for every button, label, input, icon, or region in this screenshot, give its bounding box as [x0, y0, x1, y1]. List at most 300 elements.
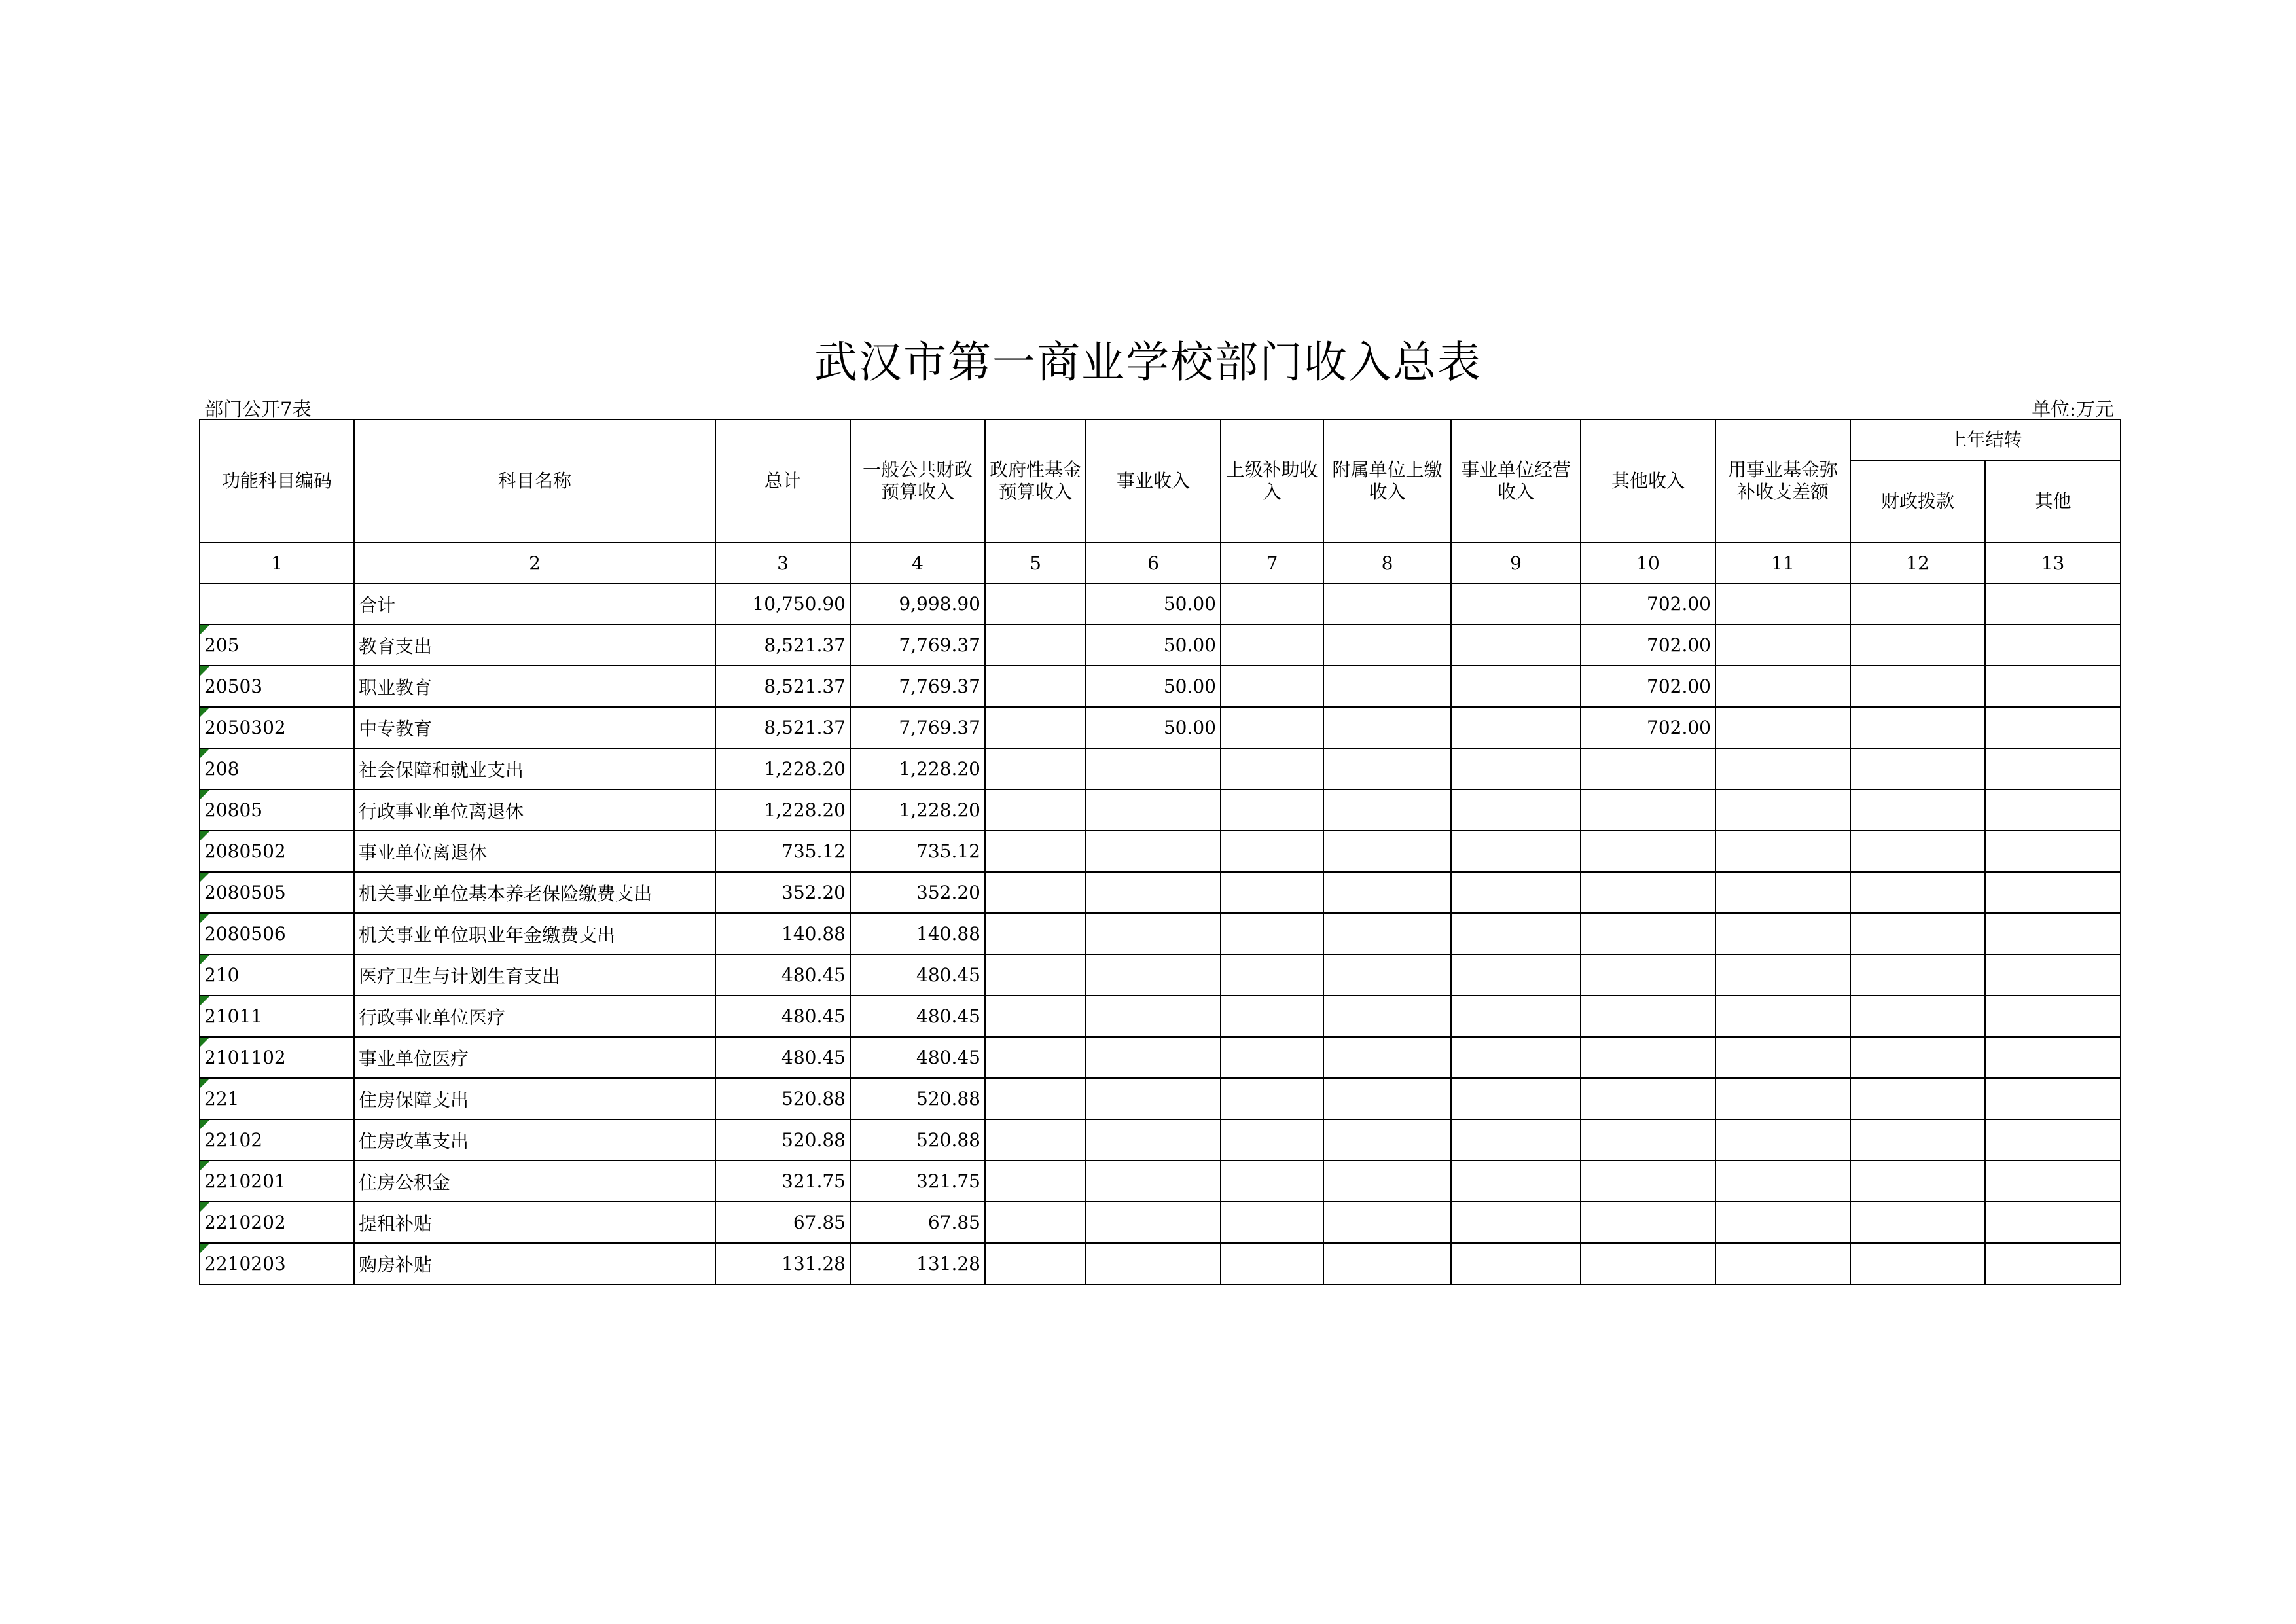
amount-fund: [985, 954, 1086, 996]
subject-name: 中专教育: [354, 707, 715, 748]
amount-operating: [1451, 624, 1581, 666]
table-row: [200, 666, 2121, 707]
table-row: [200, 624, 2121, 666]
amount-superior: [1221, 1243, 1323, 1284]
amount-superior: [1221, 1119, 1323, 1161]
amount-other: [1581, 1243, 1715, 1284]
amount-other: [1581, 872, 1715, 913]
amount-c_other: [1985, 624, 2121, 666]
amount-other: [1581, 1119, 1715, 1161]
cell-marker-icon: [200, 1038, 209, 1047]
amount-c_fiscal: [1850, 583, 1985, 624]
amount-total: 140.88: [715, 913, 850, 954]
amount-total: 520.88: [715, 1078, 850, 1119]
amount-superior: [1221, 789, 1323, 831]
cell-marker-icon: [200, 914, 209, 923]
amount-c_fiscal: [1850, 1202, 1985, 1243]
amount-other: [1581, 748, 1715, 789]
amount-c_other: [1985, 1202, 2121, 1243]
amount-operating: [1451, 872, 1581, 913]
subject-name: 提租补贴: [354, 1202, 715, 1243]
table-row: [200, 748, 2121, 789]
column-number: 2: [354, 543, 715, 583]
subject-code: [200, 1078, 354, 1119]
amount-superior: [1221, 913, 1323, 954]
amount-total: 8,521.37: [715, 624, 850, 666]
amount-operating: [1451, 789, 1581, 831]
amount-general: 735.12: [850, 831, 985, 872]
amount-operating: [1451, 1161, 1581, 1202]
amount-superior: [1221, 583, 1323, 624]
amount-balance: [1715, 1119, 1850, 1161]
amount-c_other: [1985, 1119, 2121, 1161]
amount-other: [1581, 1161, 1715, 1202]
subject-code-text: 2050302: [204, 717, 286, 738]
amount-c_fiscal: [1850, 1078, 1985, 1119]
amount-fund: [985, 831, 1086, 872]
amount-business: [1086, 996, 1221, 1037]
amount-fund: [985, 872, 1086, 913]
amount-balance: [1715, 913, 1850, 954]
amount-c_other: [1985, 583, 2121, 624]
subject-name: 职业教育: [354, 666, 715, 707]
table-row: [200, 1161, 2121, 1202]
amount-general: 131.28: [850, 1243, 985, 1284]
column-number: 5: [985, 543, 1086, 583]
amount-business: [1086, 831, 1221, 872]
amount-business: 50.00: [1086, 624, 1221, 666]
subject-name: 事业单位医疗: [354, 1037, 715, 1078]
subject-code: [200, 583, 354, 624]
subject-code: [200, 872, 354, 913]
subject-code: [200, 624, 354, 666]
amount-c_other: [1985, 789, 2121, 831]
amount-general: 1,228.20: [850, 789, 985, 831]
amount-superior: [1221, 624, 1323, 666]
amount-c_fiscal: [1850, 748, 1985, 789]
amount-affiliated: [1323, 872, 1451, 913]
amount-operating: [1451, 913, 1581, 954]
table-row: [200, 1078, 2121, 1119]
amount-c_fiscal: [1850, 666, 1985, 707]
amount-balance: [1715, 748, 1850, 789]
amount-balance: [1715, 789, 1850, 831]
amount-other: [1581, 954, 1715, 996]
amount-balance: [1715, 1078, 1850, 1119]
subject-code-text: 2210202: [204, 1212, 286, 1233]
amount-superior: [1221, 872, 1323, 913]
amount-operating: [1451, 831, 1581, 872]
amount-other: [1581, 1078, 1715, 1119]
amount-fund: [985, 996, 1086, 1037]
column-number: 13: [1985, 543, 2121, 583]
amount-superior: [1221, 954, 1323, 996]
amount-general: 520.88: [850, 1078, 985, 1119]
amount-general: 480.45: [850, 954, 985, 996]
amount-total: 8,521.37: [715, 666, 850, 707]
table-row: [200, 872, 2121, 913]
amount-business: [1086, 913, 1221, 954]
table-row: [200, 831, 2121, 872]
subject-name: 机关事业单位职业年金缴费支出: [354, 913, 715, 954]
table-row: [200, 1243, 2121, 1284]
amount-c_other: [1985, 831, 2121, 872]
column-number: 8: [1323, 543, 1451, 583]
subject-name: 购房补贴: [354, 1243, 715, 1284]
subject-name: 行政事业单位离退休: [354, 789, 715, 831]
column-number: 12: [1850, 543, 1985, 583]
subject-code-text: 20805: [204, 799, 263, 821]
column-number: 6: [1086, 543, 1221, 583]
amount-affiliated: [1323, 1243, 1451, 1284]
amount-affiliated: [1323, 1119, 1451, 1161]
amount-affiliated: [1323, 666, 1451, 707]
amount-general: 321.75: [850, 1161, 985, 1202]
amount-total: 480.45: [715, 954, 850, 996]
amount-balance: [1715, 1243, 1850, 1284]
amount-general: 140.88: [850, 913, 985, 954]
amount-business: [1086, 748, 1221, 789]
header-superior-subsidy: 上级补助收入: [1221, 420, 1323, 543]
subject-code-text: 2080505: [204, 882, 286, 903]
header-carryover-other: 其他: [1985, 460, 2121, 543]
amount-other: [1581, 1202, 1715, 1243]
amount-affiliated: [1323, 1037, 1451, 1078]
cell-marker-icon: [200, 790, 209, 799]
column-number: 7: [1221, 543, 1323, 583]
amount-affiliated: [1323, 831, 1451, 872]
cell-marker-icon: [200, 1079, 209, 1088]
subject-code: [200, 1243, 354, 1284]
amount-operating: [1451, 1037, 1581, 1078]
subject-name: 住房改革支出: [354, 1119, 715, 1161]
amount-fund: [985, 913, 1086, 954]
amount-superior: [1221, 1161, 1323, 1202]
amount-business: [1086, 1161, 1221, 1202]
amount-affiliated: [1323, 748, 1451, 789]
amount-affiliated: [1323, 913, 1451, 954]
amount-total: 480.45: [715, 996, 850, 1037]
amount-business: [1086, 872, 1221, 913]
subject-code: [200, 1161, 354, 1202]
subject-name: 行政事业单位医疗: [354, 996, 715, 1037]
subject-name: 医疗卫生与计划生育支出: [354, 954, 715, 996]
amount-general: 480.45: [850, 996, 985, 1037]
table-row: [200, 1037, 2121, 1078]
subject-name: 教育支出: [354, 624, 715, 666]
amount-c_fiscal: [1850, 707, 1985, 748]
amount-balance: [1715, 831, 1850, 872]
amount-total: 520.88: [715, 1119, 850, 1161]
header-carryover: 上年结转: [1850, 420, 2121, 460]
header-code: 功能科目编码: [200, 420, 354, 543]
header-other-income: 其他收入: [1581, 420, 1715, 543]
subject-code-text: 2080502: [204, 840, 286, 862]
amount-c_fiscal: [1850, 913, 1985, 954]
amount-total: 1,228.20: [715, 748, 850, 789]
table-row: [200, 1119, 2121, 1161]
amount-general: 1,228.20: [850, 748, 985, 789]
amount-affiliated: [1323, 996, 1451, 1037]
amount-balance: [1715, 1037, 1850, 1078]
table-row: [200, 954, 2121, 996]
amount-general: 7,769.37: [850, 624, 985, 666]
subject-code: [200, 913, 354, 954]
subject-code: [200, 748, 354, 789]
amount-superior: [1221, 666, 1323, 707]
amount-balance: [1715, 954, 1850, 996]
amount-c_other: [1985, 1078, 2121, 1119]
amount-operating: [1451, 748, 1581, 789]
amount-other: [1581, 1037, 1715, 1078]
amount-business: [1086, 954, 1221, 996]
amount-operating: [1451, 954, 1581, 996]
cell-marker-icon: [200, 1161, 209, 1170]
amount-fund: [985, 707, 1086, 748]
amount-business: [1086, 789, 1221, 831]
cell-marker-icon: [200, 1202, 209, 1212]
cell-marker-icon: [200, 1120, 209, 1129]
amount-business: [1086, 1078, 1221, 1119]
amount-affiliated: [1323, 1161, 1451, 1202]
amount-c_fiscal: [1850, 789, 1985, 831]
amount-superior: [1221, 1037, 1323, 1078]
cell-marker-icon: [200, 1244, 209, 1253]
amount-affiliated: [1323, 789, 1451, 831]
table-row: [200, 913, 2121, 954]
amount-balance: [1715, 996, 1850, 1037]
subject-code-text: 221: [204, 1088, 240, 1110]
amount-fund: [985, 666, 1086, 707]
amount-c_other: [1985, 1161, 2121, 1202]
amount-business: [1086, 1243, 1221, 1284]
amount-c_fiscal: [1850, 1161, 1985, 1202]
amount-c_other: [1985, 1243, 2121, 1284]
subject-code-text: 21011: [204, 1005, 263, 1027]
amount-c_fiscal: [1850, 872, 1985, 913]
amount-superior: [1221, 996, 1323, 1037]
amount-c_fiscal: [1850, 954, 1985, 996]
amount-fund: [985, 1119, 1086, 1161]
amount-other: [1581, 789, 1715, 831]
subject-code-text: 2101102: [204, 1047, 286, 1068]
amount-total: 67.85: [715, 1202, 850, 1243]
amount-c_other: [1985, 872, 2121, 913]
subject-code: [200, 789, 354, 831]
amount-c_fiscal: [1850, 1243, 1985, 1284]
amount-operating: [1451, 996, 1581, 1037]
form-label: 部门公开7表: [204, 398, 312, 420]
amount-superior: [1221, 1202, 1323, 1243]
amount-superior: [1221, 1078, 1323, 1119]
table-row: [200, 1202, 2121, 1243]
column-number: 10: [1581, 543, 1715, 583]
unit-label: 单位:万元: [2032, 398, 2114, 420]
amount-c_other: [1985, 666, 2121, 707]
subject-name: 住房保障支出: [354, 1078, 715, 1119]
amount-affiliated: [1323, 624, 1451, 666]
subject-code: [200, 954, 354, 996]
amount-affiliated: [1323, 583, 1451, 624]
header-fund-budget: 政府性基金预算收入: [985, 420, 1086, 543]
amount-c_fiscal: [1850, 831, 1985, 872]
cell-marker-icon: [200, 749, 209, 758]
amount-superior: [1221, 707, 1323, 748]
amount-fund: [985, 583, 1086, 624]
header-carryover-fiscal: 财政拨款: [1850, 460, 1985, 543]
amount-general: 7,769.37: [850, 666, 985, 707]
subject-name: 事业单位离退休: [354, 831, 715, 872]
subject-name: 社会保障和就业支出: [354, 748, 715, 789]
cell-marker-icon: [200, 831, 209, 840]
table-row: [200, 583, 2121, 624]
amount-operating: [1451, 1243, 1581, 1284]
amount-other: 702.00: [1581, 666, 1715, 707]
amount-business: 50.00: [1086, 666, 1221, 707]
page-title: 武汉市第一商业学校部门收入总表: [814, 337, 1482, 388]
amount-total: 10,750.90: [715, 583, 850, 624]
amount-balance: [1715, 1161, 1850, 1202]
cell-marker-icon: [200, 666, 209, 676]
amount-fund: [985, 1243, 1086, 1284]
amount-fund: [985, 748, 1086, 789]
amount-business: 50.00: [1086, 707, 1221, 748]
amount-operating: [1451, 666, 1581, 707]
amount-c_other: [1985, 996, 2121, 1037]
subject-code: [200, 707, 354, 748]
header-fund-balance: 用事业基金弥补收支差额: [1715, 420, 1850, 543]
amount-other: 702.00: [1581, 583, 1715, 624]
amount-fund: [985, 1078, 1086, 1119]
amount-other: [1581, 996, 1715, 1037]
subject-code: [200, 996, 354, 1037]
amount-general: 7,769.37: [850, 707, 985, 748]
amount-total: 8,521.37: [715, 707, 850, 748]
amount-superior: [1221, 831, 1323, 872]
amount-fund: [985, 1202, 1086, 1243]
cell-marker-icon: [200, 996, 209, 1005]
amount-business: [1086, 1119, 1221, 1161]
column-number: 9: [1451, 543, 1581, 583]
subject-code-text: 208: [204, 758, 240, 780]
cell-marker-icon: [200, 873, 209, 882]
amount-c_fiscal: [1850, 624, 1985, 666]
subject-name: 住房公积金: [354, 1161, 715, 1202]
amount-total: 735.12: [715, 831, 850, 872]
subject-code-text: 210: [204, 964, 240, 986]
amount-operating: [1451, 707, 1581, 748]
subject-code: [200, 1202, 354, 1243]
cell-marker-icon: [200, 625, 209, 634]
table-row: [200, 996, 2121, 1037]
amount-general: 352.20: [850, 872, 985, 913]
amount-balance: [1715, 666, 1850, 707]
header-operating-income: 事业单位经营收入: [1451, 420, 1581, 543]
column-number: 3: [715, 543, 850, 583]
amount-total: 480.45: [715, 1037, 850, 1078]
amount-total: 1,228.20: [715, 789, 850, 831]
amount-affiliated: [1323, 707, 1451, 748]
subject-code: [200, 666, 354, 707]
column-number: 4: [850, 543, 985, 583]
subject-code: [200, 831, 354, 872]
amount-c_other: [1985, 748, 2121, 789]
amount-balance: [1715, 583, 1850, 624]
amount-affiliated: [1323, 1078, 1451, 1119]
amount-other: [1581, 913, 1715, 954]
amount-c_fiscal: [1850, 1119, 1985, 1161]
income-summary-table: [199, 419, 2121, 1285]
cell-marker-icon: [200, 955, 209, 964]
subject-code: [200, 1037, 354, 1078]
amount-other: 702.00: [1581, 624, 1715, 666]
amount-fund: [985, 624, 1086, 666]
amount-business: [1086, 1202, 1221, 1243]
column-number: 11: [1715, 543, 1850, 583]
table-row: [200, 789, 2121, 831]
amount-balance: [1715, 707, 1850, 748]
amount-c_fiscal: [1850, 996, 1985, 1037]
amount-operating: [1451, 1202, 1581, 1243]
amount-other: [1581, 831, 1715, 872]
amount-total: 131.28: [715, 1243, 850, 1284]
table-row: [200, 707, 2121, 748]
cell-marker-icon: [200, 708, 209, 717]
amount-business: 50.00: [1086, 583, 1221, 624]
column-number-row: [200, 543, 2121, 583]
amount-general: 480.45: [850, 1037, 985, 1078]
subject-code: [200, 1119, 354, 1161]
amount-c_other: [1985, 954, 2121, 996]
amount-general: 67.85: [850, 1202, 985, 1243]
amount-c_other: [1985, 707, 2121, 748]
amount-general: 520.88: [850, 1119, 985, 1161]
amount-balance: [1715, 624, 1850, 666]
amount-fund: [985, 789, 1086, 831]
header-affiliated-income: 附属单位上缴收入: [1323, 420, 1451, 543]
header-total: 总计: [715, 420, 850, 543]
amount-fund: [985, 1037, 1086, 1078]
amount-c_other: [1985, 913, 2121, 954]
amount-c_other: [1985, 1037, 2121, 1078]
amount-other: 702.00: [1581, 707, 1715, 748]
amount-affiliated: [1323, 1202, 1451, 1243]
subject-name: 机关事业单位基本养老保险缴费支出: [354, 872, 715, 913]
amount-operating: [1451, 1078, 1581, 1119]
amount-operating: [1451, 583, 1581, 624]
header-business-income: 事业收入: [1086, 420, 1221, 543]
subject-code-text: 2210201: [204, 1170, 286, 1192]
amount-business: [1086, 1037, 1221, 1078]
amount-total: 352.20: [715, 872, 850, 913]
amount-general: 9,998.90: [850, 583, 985, 624]
header-name: 科目名称: [354, 420, 715, 543]
amount-c_fiscal: [1850, 1037, 1985, 1078]
subject-name: 合计: [354, 583, 715, 624]
subject-code-text: 20503: [204, 676, 263, 697]
amount-total: 321.75: [715, 1161, 850, 1202]
amount-fund: [985, 1161, 1086, 1202]
amount-balance: [1715, 1202, 1850, 1243]
amount-affiliated: [1323, 954, 1451, 996]
column-number: 1: [200, 543, 354, 583]
amount-balance: [1715, 872, 1850, 913]
amount-operating: [1451, 1119, 1581, 1161]
amount-superior: [1221, 748, 1323, 789]
subject-code-text: 2210203: [204, 1253, 286, 1274]
header-general-budget: 一般公共财政预算收入: [850, 420, 985, 543]
subject-code-text: 205: [204, 634, 240, 656]
